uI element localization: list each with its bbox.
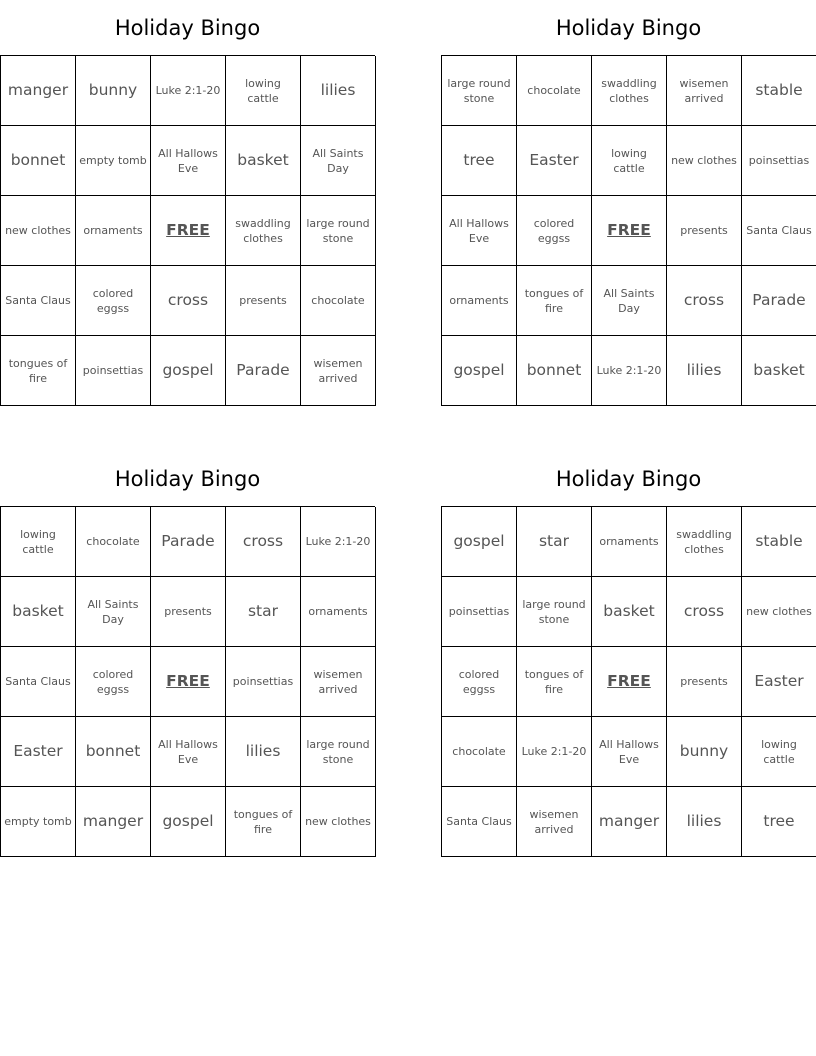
bingo-cell: lilies xyxy=(667,336,742,406)
bingo-cell: Easter xyxy=(742,647,816,717)
bingo-cell: empty tomb xyxy=(76,126,151,196)
bingo-cell: Parade xyxy=(226,336,301,406)
bingo-cell: All Saints Day xyxy=(76,577,151,647)
bingo-cell: Santa Claus xyxy=(1,647,76,717)
bingo-cell: manger xyxy=(592,787,667,857)
bingo-cell: wisemen arrived xyxy=(667,56,742,126)
free-space-cell: FREE xyxy=(151,647,226,717)
bingo-cell: All Hallows Eve xyxy=(151,717,226,787)
bingo-card-3 xyxy=(0,451,375,857)
bingo-cell: swaddling clothes xyxy=(592,56,667,126)
bingo-cell: cross xyxy=(226,507,301,577)
bingo-cell: wisemen arrived xyxy=(301,336,376,406)
bingo-grid xyxy=(441,506,816,857)
bingo-grid xyxy=(0,506,375,857)
bingo-cell: lowing cattle xyxy=(1,507,76,577)
free-space-cell: FREE xyxy=(592,196,667,266)
bingo-cell: large round stone xyxy=(517,577,592,647)
bingo-cell: gospel xyxy=(151,787,226,857)
bingo-cell: wisemen arrived xyxy=(301,647,376,717)
bingo-cell: chocolate xyxy=(517,56,592,126)
bingo-cell: colored eggss xyxy=(76,266,151,336)
bingo-card-2 xyxy=(441,0,816,406)
bingo-cell: basket xyxy=(226,126,301,196)
bingo-cell: poinsettias xyxy=(226,647,301,717)
bingo-cell: stable xyxy=(742,507,816,577)
bingo-cell: bonnet xyxy=(76,717,151,787)
bingo-cell: new clothes xyxy=(1,196,76,266)
bingo-cell: bunny xyxy=(76,56,151,126)
bingo-cell: star xyxy=(517,507,592,577)
bingo-cell: large round stone xyxy=(301,196,376,266)
bingo-cell: lilies xyxy=(667,787,742,857)
bingo-cell: All Saints Day xyxy=(301,126,376,196)
card-title: Holiday Bingo xyxy=(555,16,702,40)
bingo-cell: Luke 2:1-20 xyxy=(517,717,592,787)
bingo-cell: Santa Claus xyxy=(442,787,517,857)
bingo-cell: gospel xyxy=(442,336,517,406)
bingo-cell: poinsettias xyxy=(76,336,151,406)
bingo-card-1 xyxy=(0,0,375,406)
bingo-cell: colored eggss xyxy=(442,647,517,717)
bingo-cell: swaddling clothes xyxy=(667,507,742,577)
bingo-cell: tongues of fire xyxy=(226,787,301,857)
bingo-card-4 xyxy=(441,451,816,857)
bingo-cell: presents xyxy=(226,266,301,336)
bingo-cell: basket xyxy=(592,577,667,647)
card-title: Holiday Bingo xyxy=(114,16,261,40)
bingo-cell: empty tomb xyxy=(1,787,76,857)
bingo-cell: ornaments xyxy=(76,196,151,266)
bingo-cell: basket xyxy=(1,577,76,647)
card-title: Holiday Bingo xyxy=(114,467,261,491)
bingo-cell: new clothes xyxy=(742,577,816,647)
bingo-cell: tree xyxy=(742,787,816,857)
bingo-cell: star xyxy=(226,577,301,647)
bingo-cell: All Hallows Eve xyxy=(151,126,226,196)
bingo-cell: manger xyxy=(1,56,76,126)
bingo-cell: Parade xyxy=(742,266,816,336)
bingo-cell: Easter xyxy=(1,717,76,787)
bingo-cell: All Saints Day xyxy=(592,266,667,336)
bingo-cell: lilies xyxy=(301,56,376,126)
bingo-cell: lowing cattle xyxy=(226,56,301,126)
bingo-cell: swaddling clothes xyxy=(226,196,301,266)
bingo-cell: colored eggss xyxy=(76,647,151,717)
bingo-cell: presents xyxy=(151,577,226,647)
bingo-cell: lowing cattle xyxy=(592,126,667,196)
bingo-cell: stable xyxy=(742,56,816,126)
bingo-cell: tongues of fire xyxy=(1,336,76,406)
bingo-cell: Santa Claus xyxy=(1,266,76,336)
bingo-cell: lilies xyxy=(226,717,301,787)
bingo-cell: basket xyxy=(742,336,816,406)
bingo-cell: Parade xyxy=(151,507,226,577)
bingo-cell: lowing cattle xyxy=(742,717,816,787)
bingo-cell: manger xyxy=(76,787,151,857)
bingo-cell: tree xyxy=(442,126,517,196)
bingo-cell: presents xyxy=(667,196,742,266)
bingo-cell: gospel xyxy=(151,336,226,406)
bingo-cell: colored eggss xyxy=(517,196,592,266)
bingo-cell: chocolate xyxy=(76,507,151,577)
bingo-cell: cross xyxy=(667,577,742,647)
bingo-cell: new clothes xyxy=(301,787,376,857)
bingo-cell: chocolate xyxy=(442,717,517,787)
bingo-cell: new clothes xyxy=(667,126,742,196)
bingo-cell: Santa Claus xyxy=(742,196,816,266)
bingo-cell: cross xyxy=(667,266,742,336)
bingo-cell: cross xyxy=(151,266,226,336)
bingo-cell: bonnet xyxy=(1,126,76,196)
bingo-cell: tongues of fire xyxy=(517,266,592,336)
bingo-cell: Luke 2:1-20 xyxy=(301,507,376,577)
free-space-cell: FREE xyxy=(151,196,226,266)
bingo-cell: poinsettias xyxy=(442,577,517,647)
bingo-cell: large round stone xyxy=(442,56,517,126)
bingo-cell: All Hallows Eve xyxy=(442,196,517,266)
bingo-grid xyxy=(0,55,375,406)
bingo-cell: Luke 2:1-20 xyxy=(151,56,226,126)
bingo-cell: bonnet xyxy=(517,336,592,406)
bingo-cell: ornaments xyxy=(592,507,667,577)
bingo-cell: tongues of fire xyxy=(517,647,592,717)
bingo-cell: ornaments xyxy=(442,266,517,336)
bingo-cell: Easter xyxy=(517,126,592,196)
bingo-grid xyxy=(441,55,816,406)
bingo-cell: gospel xyxy=(442,507,517,577)
bingo-cell: poinsettias xyxy=(742,126,816,196)
bingo-cell: wisemen arrived xyxy=(517,787,592,857)
bingo-cell: All Hallows Eve xyxy=(592,717,667,787)
bingo-cell: large round stone xyxy=(301,717,376,787)
card-title: Holiday Bingo xyxy=(555,467,702,491)
bingo-cell: Luke 2:1-20 xyxy=(592,336,667,406)
bingo-cell: ornaments xyxy=(301,577,376,647)
free-space-cell: FREE xyxy=(592,647,667,717)
bingo-cell: bunny xyxy=(667,717,742,787)
bingo-cell: chocolate xyxy=(301,266,376,336)
bingo-cell: presents xyxy=(667,647,742,717)
